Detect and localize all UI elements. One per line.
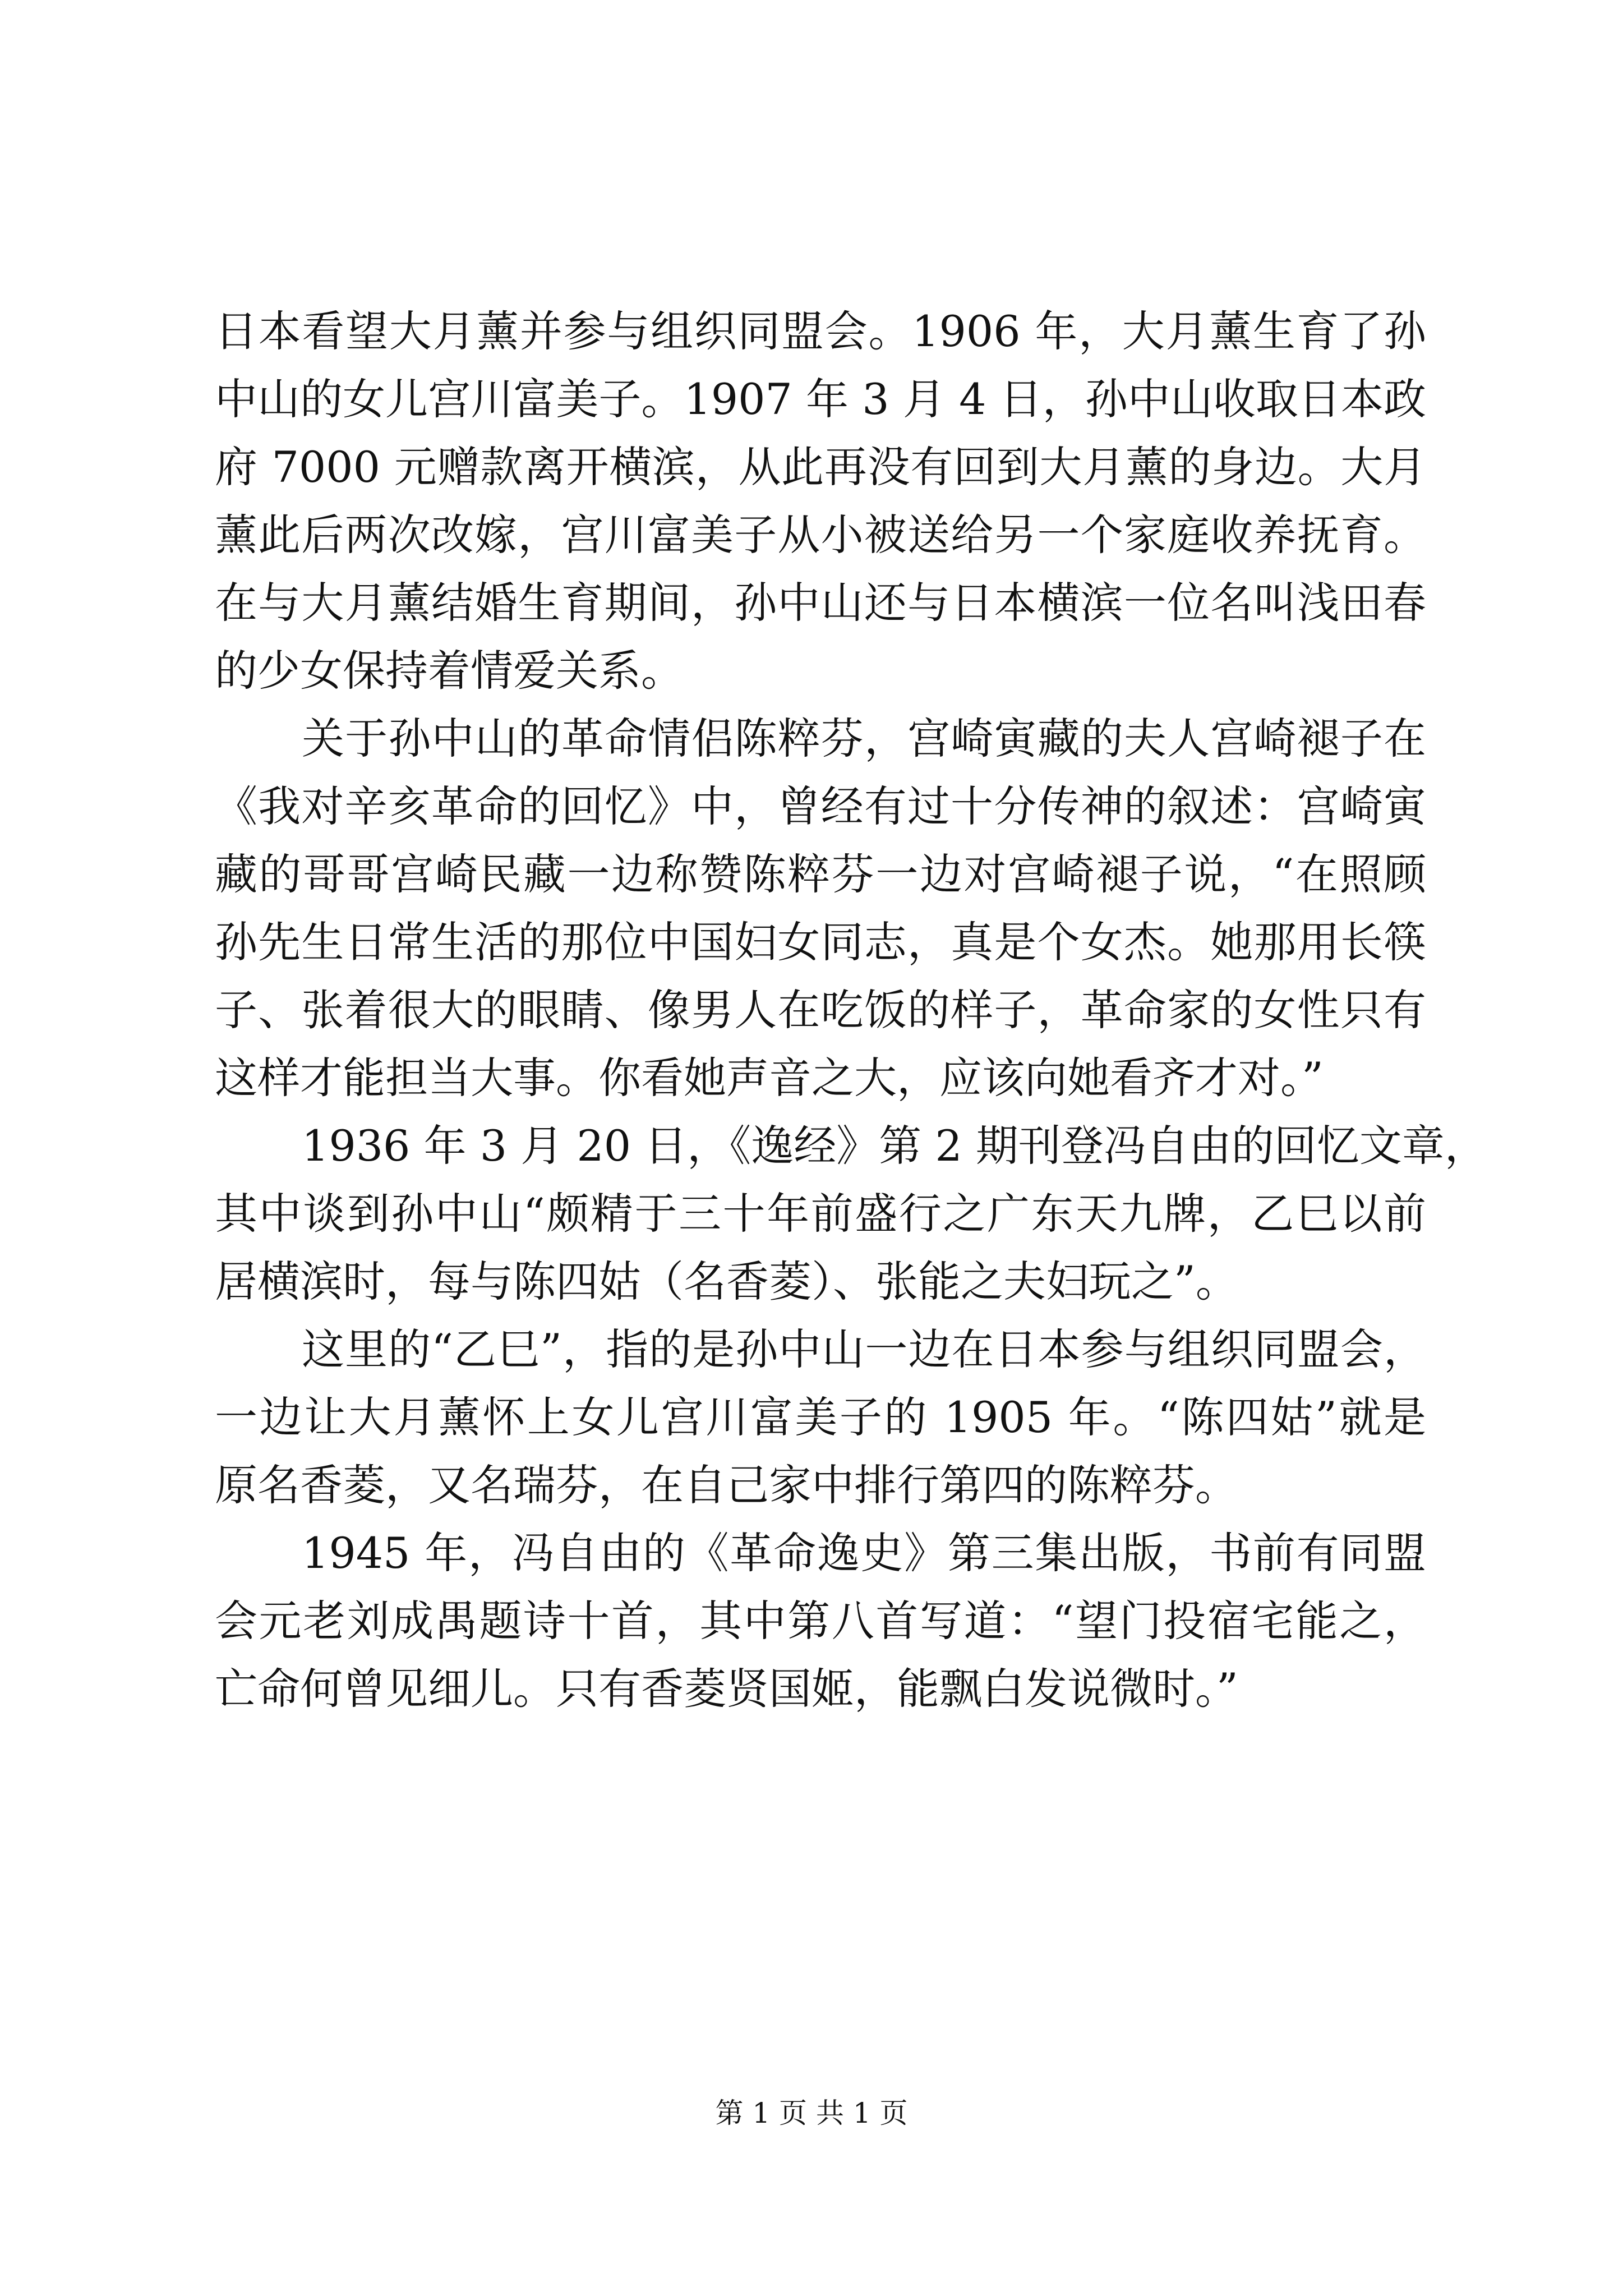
document-body <box>215 297 1487 1723</box>
text-line: 会元老刘成禺题诗十首，其中第八首写道：“望门投宿宅能之， <box>215 1596 1426 1646</box>
paragraph <box>215 297 1426 705</box>
text-line: 这样才能担当大事。你看她声音之大，应该向她看齐才对。” <box>215 1053 1324 1103</box>
text-line: 原名香菱，又名瑞芬，在自己家中排行第四的陈粹芬。 <box>215 1460 1238 1510</box>
text-line: 《我对辛亥革命的回忆》中，曾经有过十分传神的叙述：宫崎寅 <box>215 781 1426 831</box>
text-line: 的少女保持着情爱关系。 <box>215 646 684 696</box>
text-line: 府 7000 元赠款离开横滨，从此再没有回到大月薰的身边。大月 <box>215 442 1426 492</box>
text-line: 日本看望大月薰并参与组织同盟会。1906 年，大月薰生育了孙 <box>215 306 1426 356</box>
paragraph <box>215 1315 1426 1519</box>
text-line: 子、张着很大的眼睛、像男人在吃饭的样子，革命家的女性只有 <box>215 985 1426 1035</box>
paragraph <box>215 1112 1487 1315</box>
text-line: 这里的“乙巳”，指的是孙中山一边在日本参与组织同盟会， <box>302 1324 1426 1374</box>
text-line: 关于孙中山的革命情侣陈粹芬，宫崎寅藏的夫人宫崎褪子在 <box>302 714 1426 763</box>
text-line: 1945 年，冯自由的《革命逸史》第三集出版，书前有同盟 <box>302 1528 1426 1578</box>
text-line: 薰此后两次改嫁，宫川富美子从小被送给另一个家庭收养抚育。 <box>215 510 1426 560</box>
text-line: 藏的哥哥宫崎民藏一边称赞陈粹芬一边对宫崎褪子说，“在照顾 <box>215 849 1426 899</box>
page-footer: 第 1 页 共 1 页 <box>715 2097 908 2129</box>
text-line: 在与大月薰结婚生育期间，孙中山还与日本横滨一位名叫浅田春 <box>215 578 1426 628</box>
text-line: 亡命何曾见细儿。只有香菱贤国姬，能飘白发说微时。” <box>215 1664 1238 1714</box>
text-line: 居横滨时，每与陈四姑（名香菱）、张能之夫妇玩之”。 <box>215 1257 1238 1306</box>
text-line: 中山的女儿宫川富美子。1907 年 3 月 4 日，孙中山收取日本政 <box>215 374 1426 424</box>
text-line: 一边让大月薰怀上女儿宫川富美子的 1905 年。“陈四姑”就是 <box>215 1392 1426 1442</box>
paragraph <box>215 705 1426 1112</box>
text-line: 1936 年 3 月 20 日，《逸经》第 2 期刊登冯自由的回忆文章， <box>302 1121 1487 1171</box>
text-line: 孙先生日常生活的那位中国妇女同志，真是个女杰。她那用长筷 <box>215 917 1426 967</box>
text-line: 其中谈到孙中山“颇精于三十年前盛行之广东天九牌，乙巳以前 <box>215 1189 1426 1239</box>
paragraph <box>215 1519 1426 1723</box>
